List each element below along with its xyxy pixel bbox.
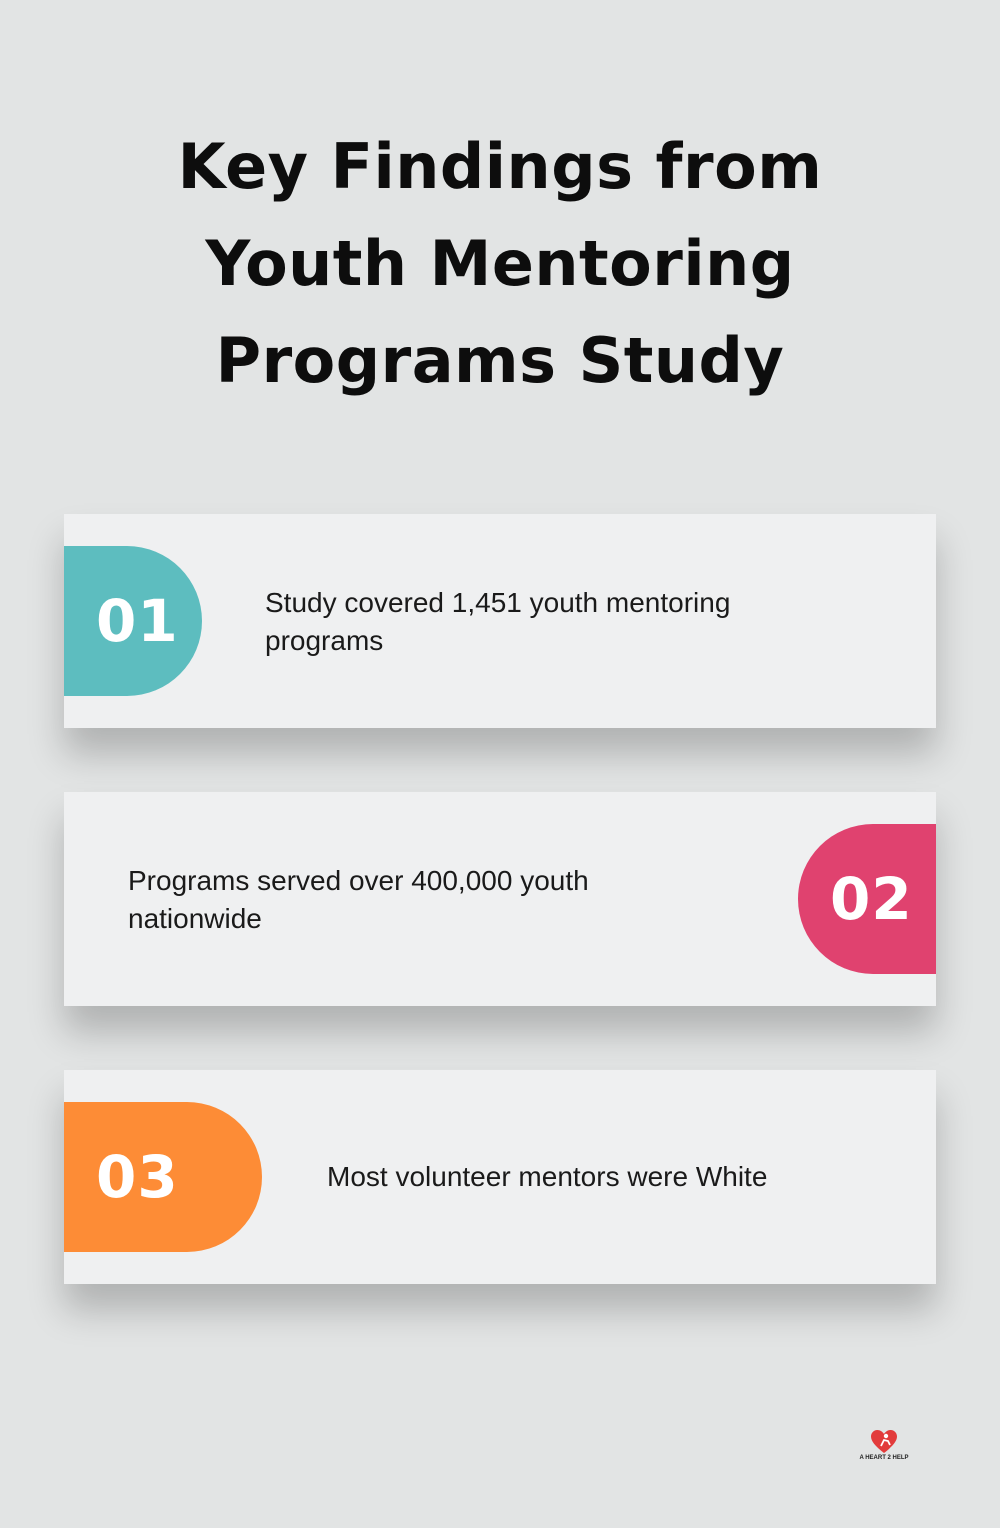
finding-card-1 bbox=[64, 514, 936, 728]
page-title: Key Findings from Youth Mentoring Programs Study bbox=[177, 130, 823, 397]
heart-person-icon bbox=[871, 1430, 897, 1454]
finding-text-2: Programs served over 400,000 youth nationwide bbox=[128, 865, 589, 934]
finding-number-badge-3: 03 bbox=[64, 1102, 262, 1252]
finding-number-badge-2: 02 bbox=[798, 824, 936, 974]
finding-card-2 bbox=[64, 792, 936, 1006]
brand-logo bbox=[858, 1430, 910, 1466]
finding-number-badge-1: 01 bbox=[64, 546, 202, 696]
logo-text: A HEART 2 HELP bbox=[859, 1455, 909, 1461]
finding-text-3: Most volunteer mentors were White bbox=[327, 1161, 768, 1192]
finding-text-1: Study covered 1,451 youth mentoring programs bbox=[265, 587, 731, 656]
finding-card-3 bbox=[64, 1070, 936, 1284]
